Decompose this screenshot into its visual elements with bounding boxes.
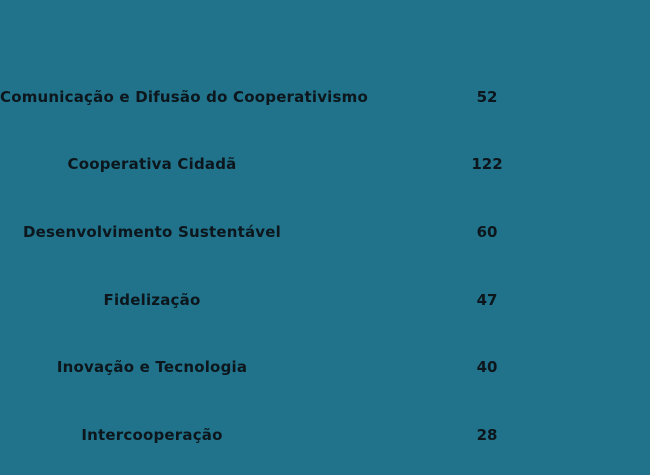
- category-count: 122: [471, 155, 503, 174]
- category-count: 60: [476, 222, 498, 241]
- table-row: [0, 198, 650, 266]
- table-row: [0, 266, 650, 334]
- category-label: Desenvolvimento Sustentável: [23, 222, 281, 241]
- table-row: [0, 131, 650, 199]
- table-row: [0, 401, 650, 469]
- category-count-table: [0, 63, 650, 469]
- category-label: Cooperativa Cidadã: [67, 155, 237, 174]
- table-row: [0, 333, 650, 401]
- category-count: 28: [476, 425, 498, 444]
- category-label: Fidelização: [103, 290, 201, 309]
- category-count: 47: [476, 290, 498, 309]
- category-label: Comunicação e Difusão do Cooperativismo: [0, 87, 368, 106]
- category-count: 52: [476, 87, 498, 106]
- table-row: [0, 63, 650, 131]
- category-label: Inovação e Tecnologia: [56, 358, 248, 377]
- category-count: 40: [476, 358, 498, 377]
- category-label: Intercooperação: [81, 425, 223, 444]
